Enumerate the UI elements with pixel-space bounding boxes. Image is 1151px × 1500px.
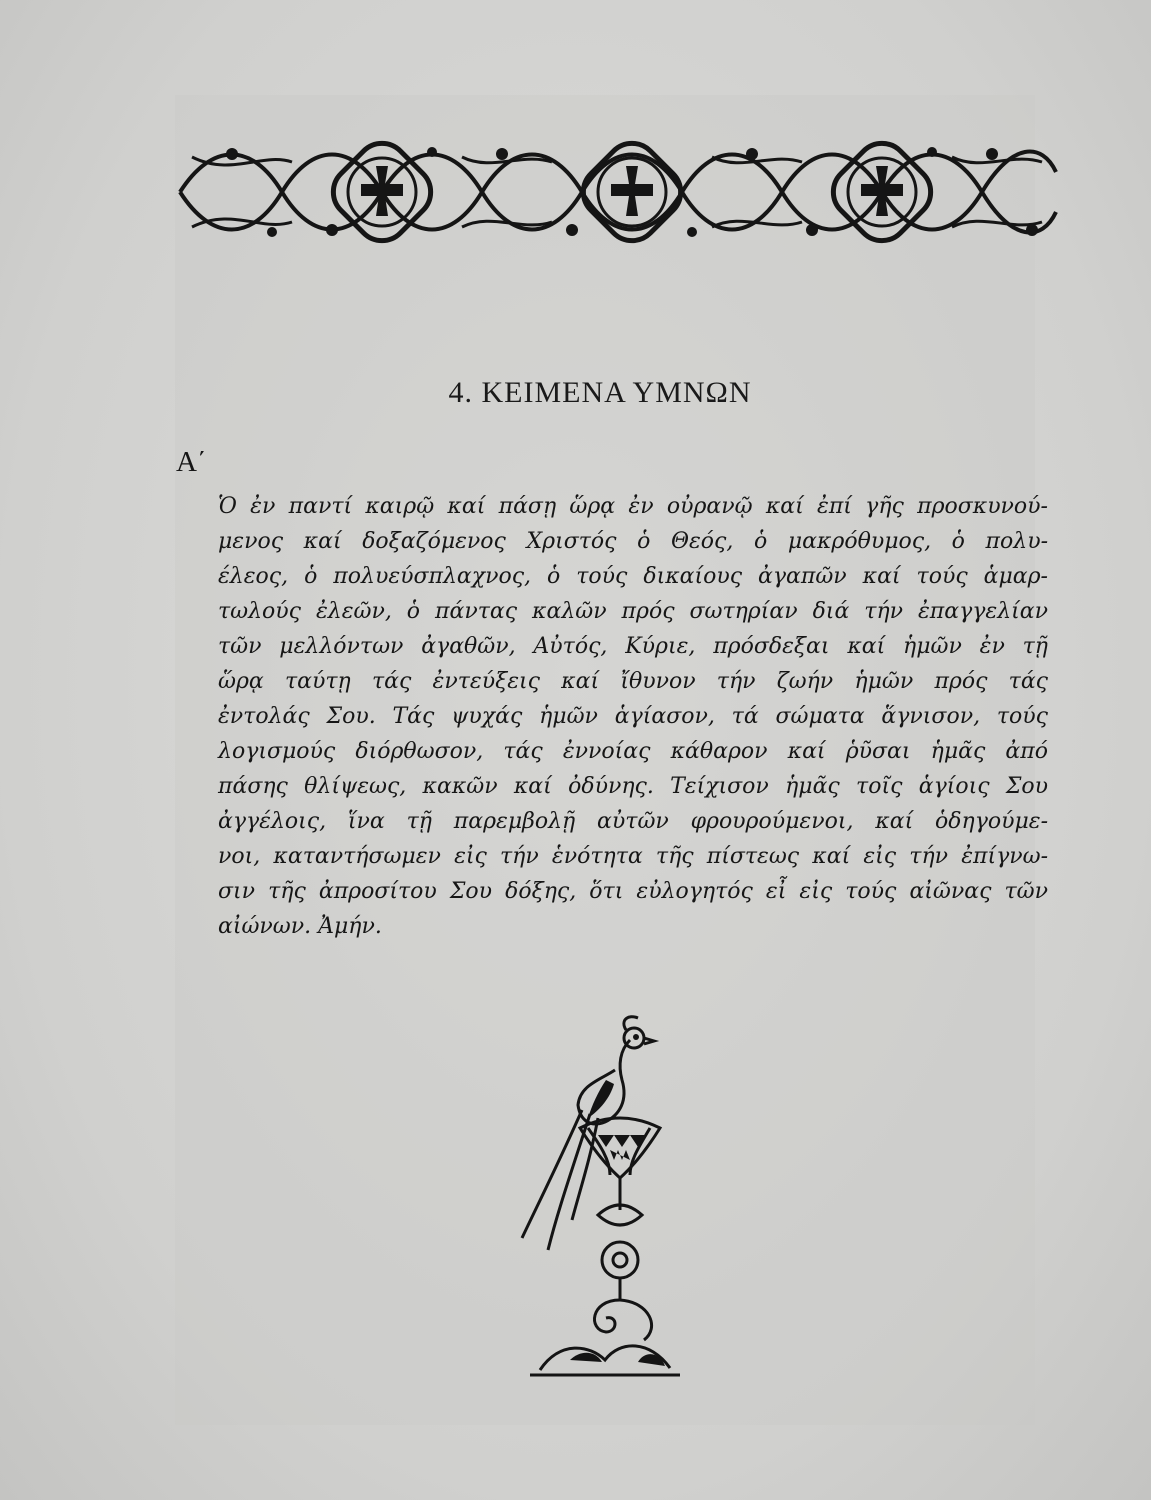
hymn-line: νοι, καταντήσωμεν εἰς τήν ἑνότητα τῆς πίστεως καί εἰς τήν ἐπίγνω- <box>218 844 1048 869</box>
bird-vignette <box>510 1010 690 1385</box>
hymn-line: λογισμούς διόρθωσον, τάς ἐννοίας κάθαρον καί ῥῦσαι ἡμᾶς ἀπό <box>218 739 1048 764</box>
hymn-line: πάσης θλίψεως, κακῶν καί ὀδύνης. Τείχισον ἡμᾶς τοῖς ἁγίοις Σου <box>218 774 1048 799</box>
hymn-line: μενος καί δοξαζόμενος Χριστός ὁ Θεός, ὁ μακρόθυμος, ὁ πολυ- <box>218 529 1048 554</box>
hymn-line: έλεος, ὁ πολυεύσπλαχνος, ὁ τούς δικαίους ἀγαπῶν καί τούς ἁμαρ- <box>218 564 1048 589</box>
hymn-line: σιν τῆς ἀπροσίτου Σου δόξης, ὅτι εὐλογητός εἶ εἰς τούς αἰῶνας τῶν <box>218 879 1048 904</box>
hymn-line: αἰώνων. Ἀμήν. <box>218 914 382 939</box>
interlace-ornament-band <box>172 132 1060 252</box>
ornament-graphic <box>172 132 1060 252</box>
hymn-line: ἐντολάς Σου. Τάς ψυχάς ἡμῶν ἁγίασον, τά σώματα ἅγνισον, τούς <box>218 704 1048 729</box>
hymn-text <box>218 489 1048 944</box>
hymn-line: τῶν μελλόντων ἀγαθῶν, Αὐτός, Κύριε, πρόσδεξαι καί ἡμῶν ἐν τῇ <box>218 634 1048 659</box>
chapter-heading: 4. ΚΕΙΜΕΝΑ ΥΜΝΩΝ <box>448 376 752 409</box>
hymn-line: τωλούς ἐλεῶν, ὁ πάντας καλῶν πρός σωτηρίαν διά τήν ἐπαγγελίαν <box>218 599 1048 624</box>
hymn-line: ἀγγέλοις, ἵνα τῇ παρεμβολῇ αὐτῶν φρουρούμενοι, καί ὁδηγούμε- <box>218 809 1048 834</box>
section-mark: Α΄ <box>176 446 207 478</box>
hymn-line: Ὁ ἐν παντί καιρῷ καί πάσῃ ὥρᾳ ἐν οὐρανῷ καί ἐπί γῆς προσκυνού- <box>218 494 1048 519</box>
bird-on-column-graphic <box>510 1010 690 1385</box>
hymn-line: ὥρᾳ ταύτῃ τάς ἐντεύξεις καί ἴθυνον τήν ζωήν ἡμῶν πρός τάς <box>218 669 1048 694</box>
